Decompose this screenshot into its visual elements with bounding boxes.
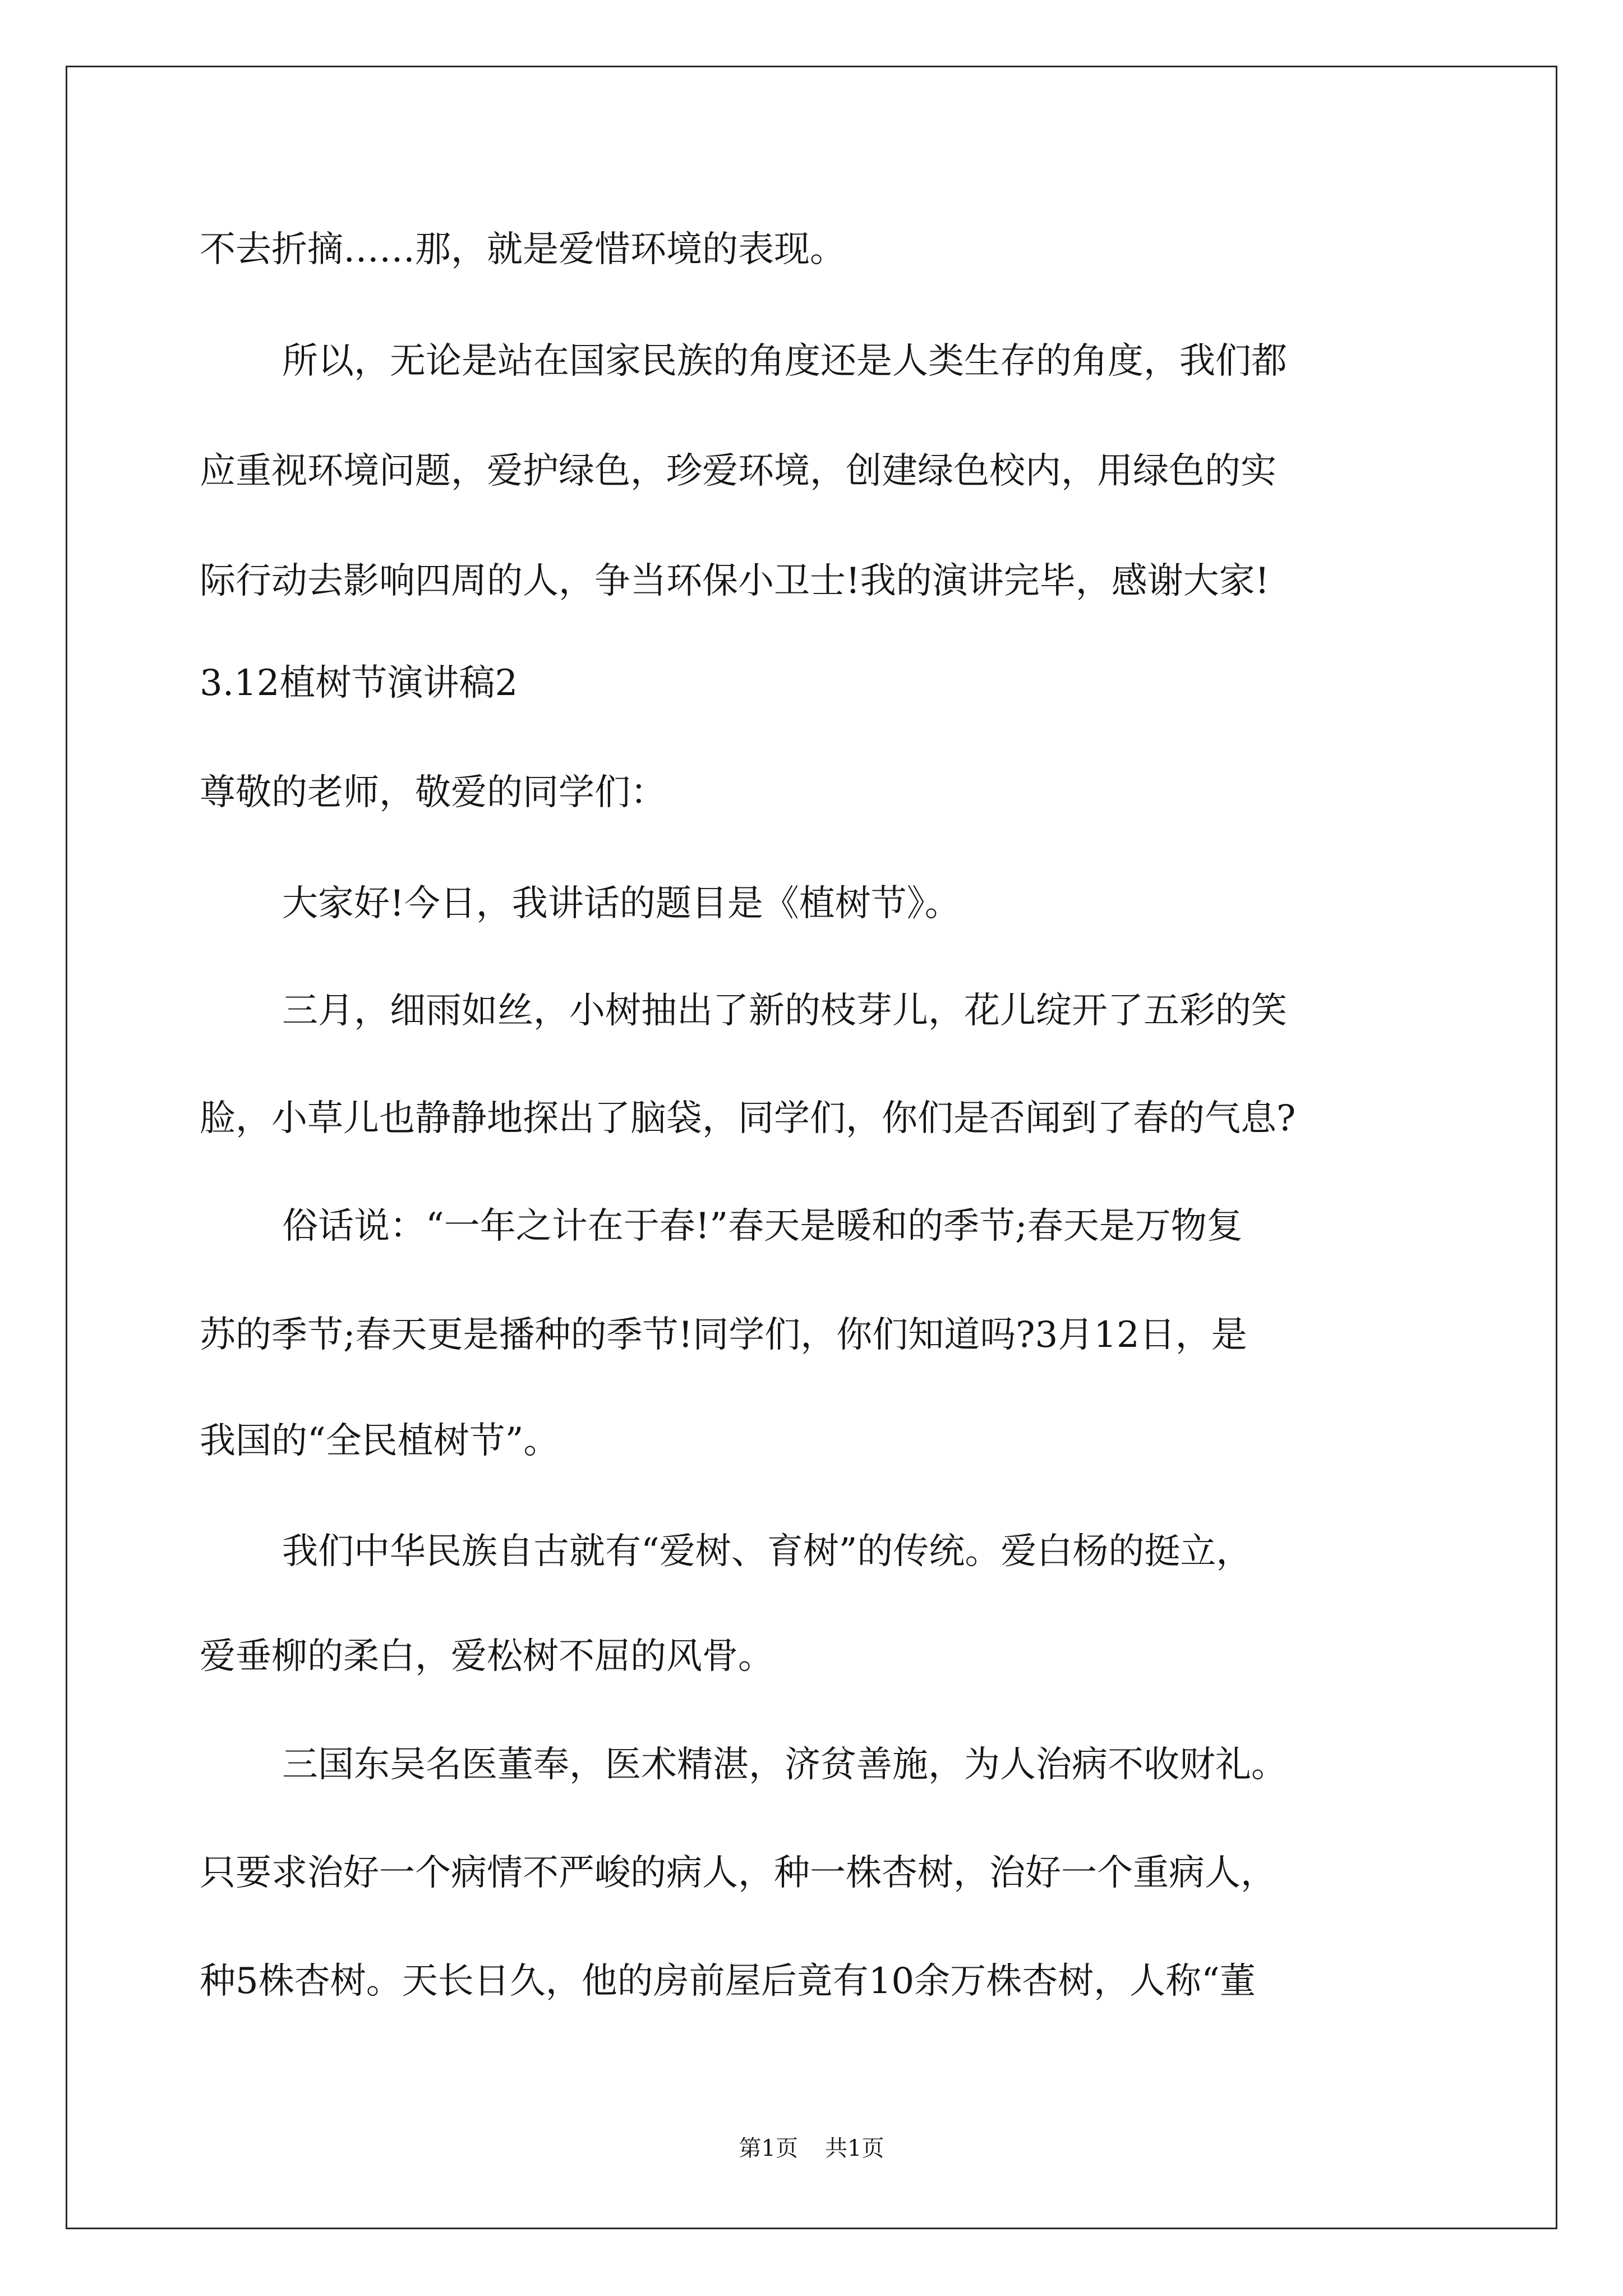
text-line-13: 我们中华民族自古就有“爱树、育树”的传统。爱白杨的挺立， — [282, 1531, 1252, 1572]
text-line-17: 种5株杏树。天长日久，他的房前屋后竟有10余万株杏树，人称“董 — [200, 1961, 1256, 2002]
page-total: 共1页 — [825, 2136, 884, 2161]
page-border — [66, 66, 1557, 2229]
text-line-8: 三月，细雨如丝，小树抽出了新的枝芽儿，花儿绽开了五彩的笑 — [282, 990, 1287, 1032]
salutation: 尊敬的老师，敬爱的同学们： — [200, 772, 666, 813]
text-line-2: 所以，无论是站在国家民族的角度还是人类生存的角度，我们都 — [282, 341, 1287, 382]
page-number: 第1页 — [739, 2136, 798, 2161]
text-line-12: 我国的“全民植树节”。 — [200, 1420, 560, 1462]
text-line-11: 苏的季节;春天更是播种的季节!同学们，你们知道吗?3月12日，是 — [200, 1314, 1247, 1356]
section-heading: 3.12植树节演讲稿2 — [200, 662, 518, 704]
page-footer — [0, 2137, 1623, 2160]
text-line-14: 爱垂柳的柔白，爱松树不屈的风骨。 — [200, 1636, 774, 1677]
text-line-16: 只要求治好一个病情不严峻的病人，种一株杏树，治好一个重病人， — [200, 1852, 1276, 1894]
text-line-7: 大家好!今日，我讲话的题目是《植树节》。 — [282, 883, 961, 924]
text-line-4: 际行动去影响四周的人，争当环保小卫士!我的演讲完毕，感谢大家! — [200, 560, 1270, 602]
text-line-3: 应重视环境问题，爱护绿色，珍爱环境，创建绿色校内，用绿色的实 — [200, 450, 1276, 492]
text-line-9: 脸，小草儿也静静地探出了脑袋，同学们，你们是否闻到了春的气息? — [200, 1098, 1296, 1139]
text-line-1: 不去折摘……那，就是爱惜环境的表现。 — [200, 229, 846, 270]
text-line-15: 三国东吴名医董奉，医术精湛，济贫善施，为人治病不收财礼。 — [282, 1744, 1287, 1786]
text-line-10: 俗话说：“一年之计在于春!”春天是暖和的季节;春天是万物复 — [282, 1205, 1243, 1247]
